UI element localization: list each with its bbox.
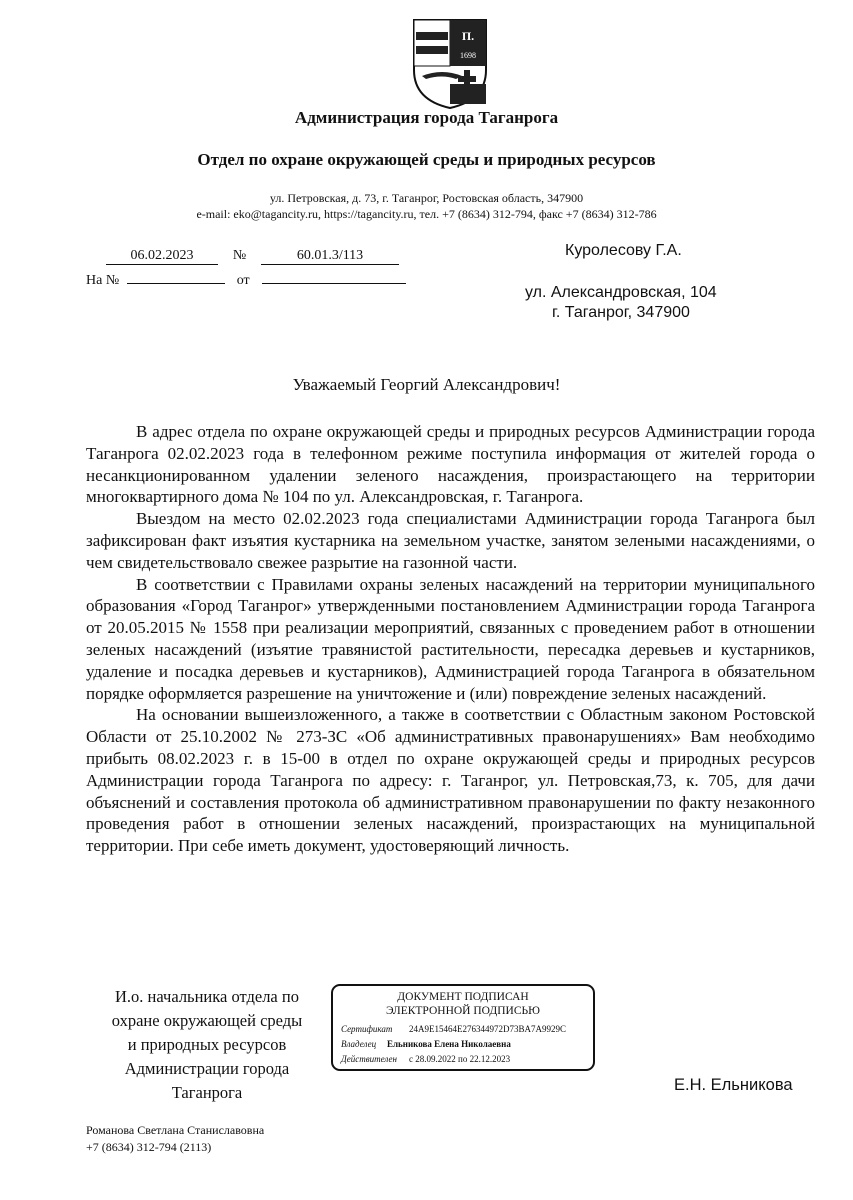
executor-name: Романова Светлана Станиславовна [86,1123,265,1137]
signer-position-line: охране окружающей среды [111,1011,303,1030]
stamp-owner-label: Владелец [341,1039,377,1049]
body-paragraph: В соответствии с Правилами охраны зеленых насаждений на территории муниципального образования «Город Таганрог» утвержденными постановлением Администрации города Таганрога от 20.05.2015 № 1558 при реализации мероприятий, связанных с проведением работ в отношении зеленых насаждений (изъятие травянистой растительности, пересадка деревьев и кустарников, удаление и посадка деревьев и кустарников), Администрацией города Таганрога в обязательном порядке оформляется разрешение на уничтожение и (или) повреждение зеленых насаждений. [86,574,815,703]
outgoing-registration [106,248,399,265]
emblem-year: 1698 [460,51,476,60]
signer-position [82,985,332,1105]
stamp-heading-line: ЭЛЕКТРОННОЙ ПОДПИСЬЮ [386,1005,540,1017]
letter-number: 60.01.3/113 [261,248,399,265]
stamp-validity-label: Действителен [341,1054,397,1064]
stamp-valid-to: 22.12.2023 [469,1054,511,1064]
executor-info [86,1122,264,1156]
executor-phone: +7 (8634) 312-794 (2113) [86,1140,212,1154]
incoming-reference [86,273,406,289]
stamp-heading-line: ДОКУМЕНТ ПОДПИСАН [397,991,529,1003]
signer-position-line: И.о. начальника отдела по [115,987,299,1006]
stamp-valid-from: 28.09.2022 [415,1054,456,1064]
body-paragraph: В адрес отдела по охране окружающей среды и природных ресурсов Администрации города Таганрога 02.02.2023 года в телефонном режиме поступила информация от жителей города о несанкционированном удалении зеленого насаждения, произрастающего на территории многоквартирного дома № 104 по ул. Александровская, г. Таганрога. [86,422,815,507]
emblem-letters: П. [461,29,475,43]
signer-position-line: Таганрога [171,1083,243,1102]
signer-name: Е.Н. Ельникова [674,1076,793,1094]
stamp-owner-value: Ельникова Елена Николаевна [387,1039,511,1049]
stamp-heading [333,990,593,1018]
ref-date-blank [262,283,406,284]
department-address: ул. Петровская, д. 73, г. Таганрог, Ростовская область, 347900 [269,191,584,205]
addressee-city: г. Таганрог, 347900 [552,304,690,321]
ref-number-blank [127,283,225,284]
addressee-name: Куролесову Г.А. [565,242,682,259]
stamp-validity-row [341,1054,510,1064]
stamp-certificate-value: 24A9E15464E276344972D73BA7A9929C [409,1024,566,1034]
number-label: № [232,248,247,263]
ref-number-label: На № [86,273,120,288]
stamp-valid-from-label: с [409,1054,413,1064]
letter-body [86,421,815,857]
organization-title: Администрация города Таганрога [294,108,559,127]
body-paragraph: Выездом на место 02.02.2023 года специалистами Администрации города Таганрога был зафиксирован факт изъятия кустарника на земельном участке, занятом зелеными насаждениями, о чем свидетельствовало свежее разрытие на газонной части. [86,509,815,572]
salutation: Уважаемый Георгий Александрович! [292,375,561,394]
stamp-valid-to-label: по [458,1054,468,1064]
stamp-certificate-row [341,1024,566,1034]
signer-position-line: Администрации города [124,1059,290,1078]
letter-date: 06.02.2023 [106,248,218,265]
city-coat-of-arms-icon [412,18,488,110]
department-title: Отдел по охране окружающей среды и природных ресурсов [197,150,656,169]
stamp-owner-row [341,1039,511,1049]
body-paragraph: На основании вышеизложенного, а также в соответствии с Областным законом Ростовской Области от 25.10.2002 № 273-ЗС «Об административных правонарушениях» Вам необходимо прибыть 08.02.2023 г. в 15-00 в отдел по охране окружающей среды и природных ресурсов Администрации города Таганрога по адресу: г. Таганрог, ул. Петровская,73, к. 705, для дачи объяснений и составления протокола об административном правонарушении по факту незаконного проведения работ в отношении зеленых насаждений, произрастающих на муниципальной территории. При себе иметь документ, удостоверяющий личность. [86,705,815,856]
ref-from-label: от [236,273,250,288]
department-contacts: e-mail: eko@tagancity.ru, https://tagancity.ru, тел. +7 (8634) 312-794, факс +7 (8634) 312-786 [196,207,657,221]
addressee-street: ул. Александровская, 104 [525,284,717,301]
stamp-certificate-label: Сертификат [341,1024,393,1034]
signer-position-line: и природных ресурсов [127,1035,287,1054]
electronic-signature-stamp [331,984,595,1071]
